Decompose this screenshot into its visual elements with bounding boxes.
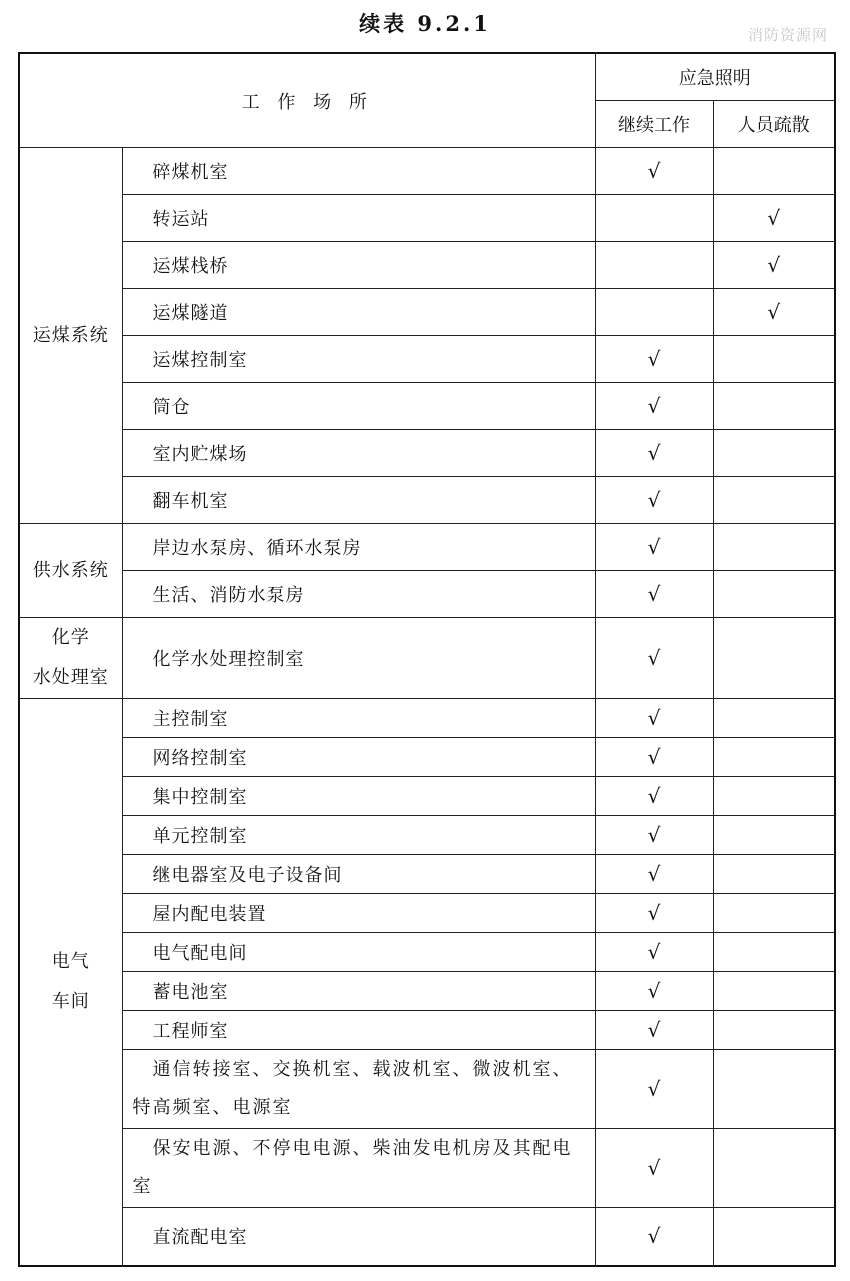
check-mark: √ [647,940,661,964]
place-cell: 岸边水泵房、循环水泵房 [122,524,595,571]
place-cell: 电气配电间 [122,933,595,972]
check-mark: √ [767,300,781,324]
evacuation-cell [713,1050,835,1129]
evacuation-cell [713,933,835,972]
continue-work-cell [595,524,713,571]
evacuation-cell [713,618,835,699]
table-row [19,195,835,242]
place-cell: 直流配电室 [122,1208,595,1266]
place-cell: 网络控制室 [122,738,595,777]
category-line: 电气 [51,950,90,972]
table-row [19,383,835,430]
table-row [19,777,835,816]
continue-work-cell [595,1208,713,1266]
place-cell: 翻车机室 [122,477,595,524]
table-row [19,1208,835,1266]
table-row [19,148,835,195]
check-mark: √ [647,784,661,808]
header-continue-work: 继续工作 [595,101,713,148]
evacuation-cell [713,336,835,383]
table-row [19,816,835,855]
place-cell: 运煤控制室 [122,336,595,383]
continue-work-cell [595,933,713,972]
category-line: 水处理室 [32,667,109,688]
evacuation-cell [713,148,835,195]
place-text: 保安电源、不停电电源、柴油发电机房及其配电室 [132,1138,573,1197]
table-row [19,855,835,894]
place-cell [122,1129,595,1208]
check-mark: √ [647,488,661,512]
continue-work-cell [595,195,713,242]
table-row [19,571,835,618]
table-row [19,242,835,289]
table-row [19,524,835,571]
table-row [19,1129,835,1208]
evacuation-cell [713,242,835,289]
check-mark: √ [647,441,661,465]
table-row [19,336,835,383]
place-cell: 运煤栈桥 [122,242,595,289]
place-cell: 屋内配电装置 [122,894,595,933]
header-evacuation: 人员疏散 [713,101,835,148]
place-cell: 转运站 [122,195,595,242]
table-row [19,738,835,777]
evacuation-cell [713,524,835,571]
continue-work-cell [595,477,713,524]
evacuation-cell [713,1011,835,1050]
place-cell: 单元控制室 [122,816,595,855]
evacuation-cell [713,571,835,618]
table-title: 续表 9.2.1 [359,11,491,36]
continue-work-cell [595,777,713,816]
evacuation-cell [713,699,835,738]
evacuation-cell [713,289,835,336]
check-mark: √ [647,979,661,1003]
evacuation-cell [713,816,835,855]
continue-work-cell [595,1050,713,1129]
evacuation-cell [713,477,835,524]
check-mark: √ [647,745,661,769]
evacuation-cell [713,430,835,477]
evacuation-cell [713,195,835,242]
continue-work-cell [595,383,713,430]
table-row [19,1011,835,1050]
check-mark: √ [647,862,661,886]
evacuation-cell [713,855,835,894]
check-mark: √ [647,646,661,670]
place-cell: 主控制室 [122,699,595,738]
place-cell: 碎煤机室 [122,148,595,195]
table-row [19,933,835,972]
continue-work-cell [595,1011,713,1050]
evacuation-cell [713,383,835,430]
check-mark: √ [647,347,661,371]
category-cell: 供水系统 [19,524,122,618]
check-mark: √ [767,206,781,230]
check-mark: √ [647,901,661,925]
category-cell [19,699,122,1266]
table-row [19,894,835,933]
place-cell: 筒仓 [122,383,595,430]
table-row [19,1050,835,1129]
check-mark: √ [647,394,661,418]
check-mark: √ [647,159,661,183]
evacuation-cell [713,1129,835,1208]
check-mark: √ [647,1156,661,1180]
place-cell: 室内贮煤场 [122,430,595,477]
place-cell: 工程师室 [122,1011,595,1050]
continue-work-cell [595,1129,713,1208]
continue-work-cell [595,289,713,336]
continue-work-cell [595,618,713,699]
continue-work-cell [595,855,713,894]
category-line: 车间 [51,990,90,1012]
evacuation-cell [713,777,835,816]
table-row [19,477,835,524]
continue-work-cell [595,738,713,777]
category-cell: 运煤系统 [19,148,122,524]
header-place: 工 作 场 所 [19,53,595,148]
continue-work-cell [595,336,713,383]
table-row [19,289,835,336]
evacuation-cell [713,894,835,933]
table-row [19,430,835,477]
continue-work-cell [595,148,713,195]
place-cell: 继电器室及电子设备间 [122,855,595,894]
continue-work-cell [595,894,713,933]
evacuation-cell [713,738,835,777]
continue-work-cell [595,816,713,855]
check-mark: √ [647,1077,661,1101]
check-mark: √ [647,706,661,730]
evacuation-cell [713,972,835,1011]
watermark: 消防资源网 [747,26,828,44]
header-emergency-lighting: 应急照明 [595,53,835,101]
check-mark: √ [647,1224,661,1249]
place-cell: 集中控制室 [122,777,595,816]
place-cell: 生活、消防水泵房 [122,571,595,618]
category-cell [19,618,122,699]
emergency-lighting-table [18,52,836,1267]
place-text: 通信转接室、交换机室、载波机室、微波机室、特高频室、电源室 [132,1059,573,1118]
category-line: 化学 [51,627,90,648]
table-row [19,699,835,738]
check-mark: √ [647,823,661,847]
table-row [19,618,835,699]
continue-work-cell [595,699,713,738]
place-cell: 蓄电池室 [122,972,595,1011]
continue-work-cell [595,972,713,1011]
check-mark: √ [767,253,781,277]
check-mark: √ [647,535,661,559]
place-cell [122,1050,595,1129]
table-row [19,972,835,1011]
continue-work-cell [595,571,713,618]
evacuation-cell [713,1208,835,1266]
check-mark: √ [647,1018,661,1042]
place-cell: 运煤隧道 [122,289,595,336]
continue-work-cell [595,430,713,477]
check-mark: √ [647,582,661,606]
continue-work-cell [595,242,713,289]
place-cell: 化学水处理控制室 [122,618,595,699]
